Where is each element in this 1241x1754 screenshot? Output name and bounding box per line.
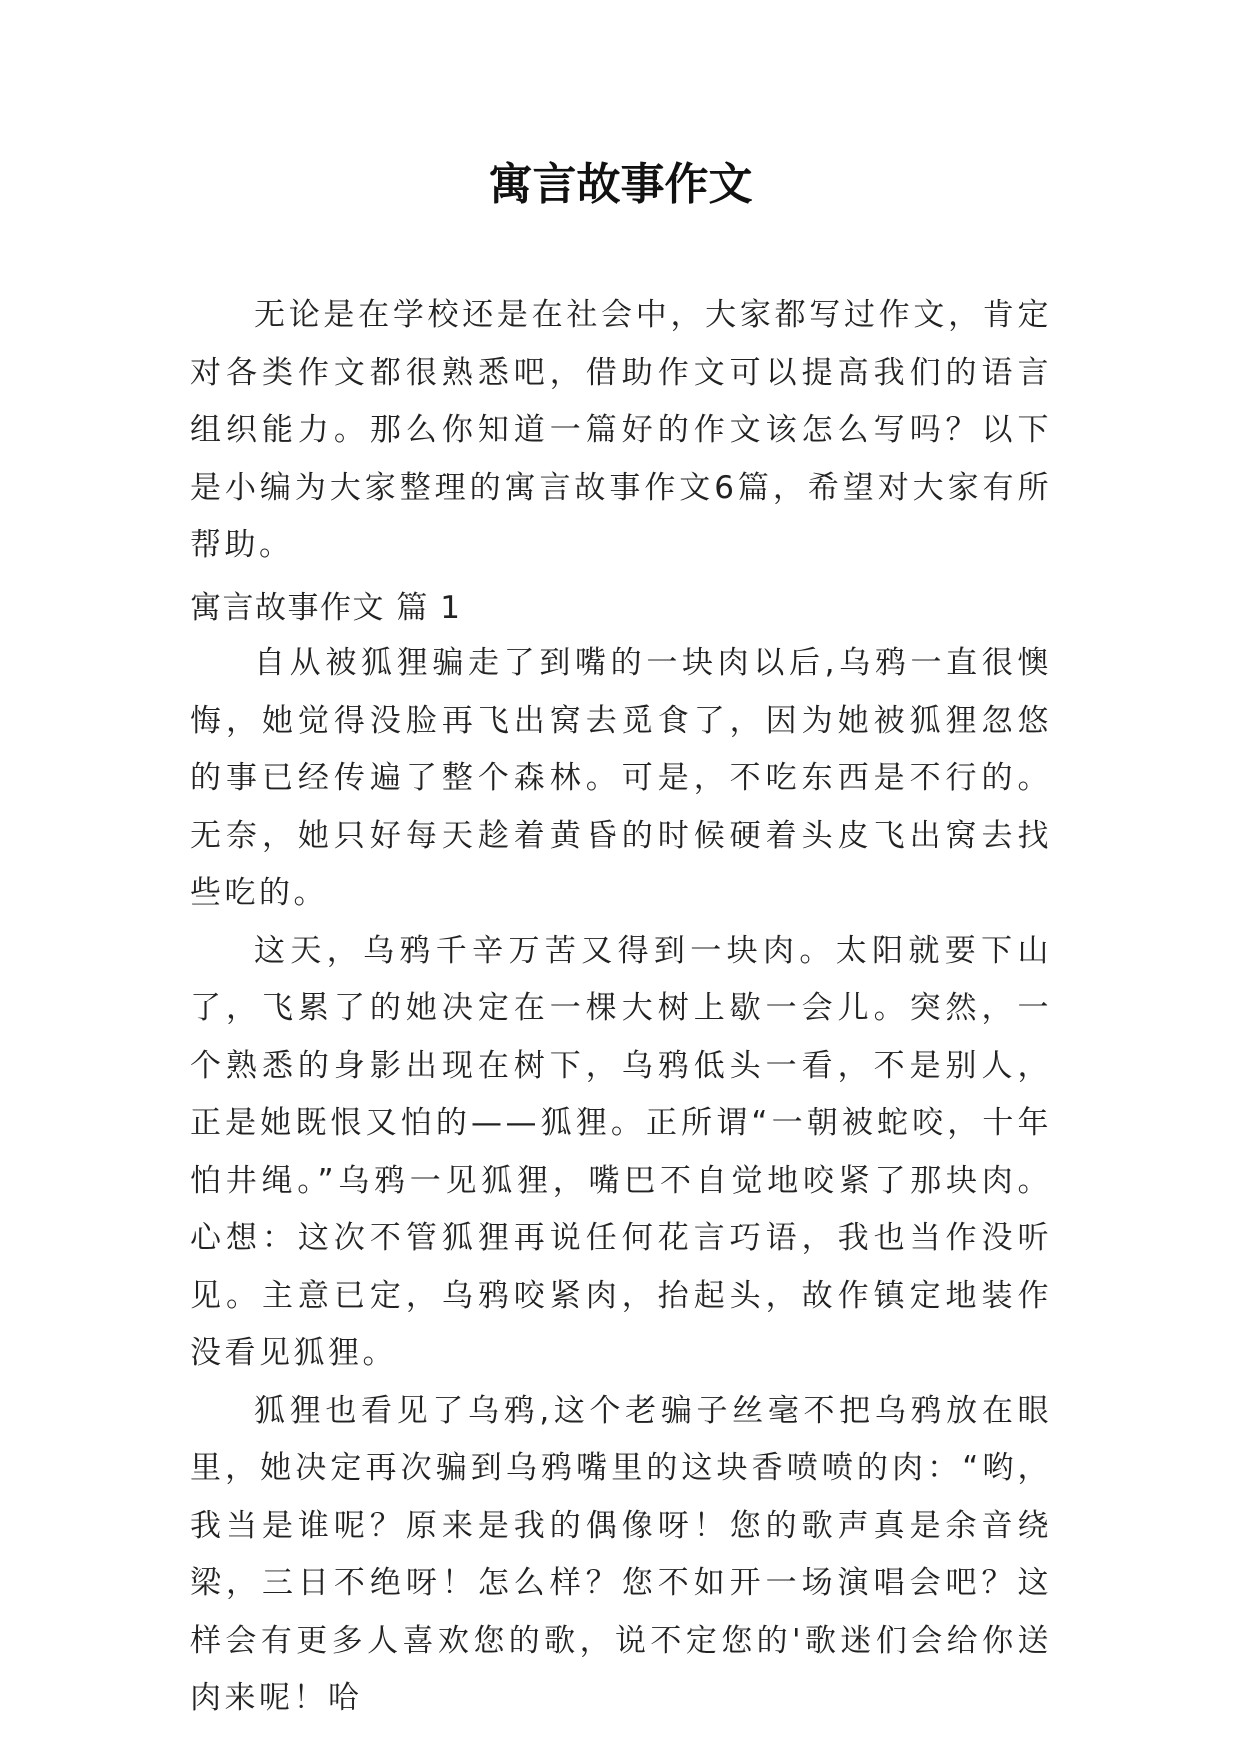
document-title: 寓言故事作文: [488, 159, 753, 210]
story-paragraph: 狐狸也看见了乌鸦,这个老骗子丝毫不把乌鸦放在眼里，她决定再次骗到乌鸦嘴里的这块香喷喷的肉：“哟，我当是谁呢？原来是我的偶像呀！您的歌声真是余音绕梁，三日不绝呀！怎么样？您不如开一场演唱会吧？这样会有更多人喜欢您的歌，说不定您的'歌迷们会给你送肉来呢！哈: [190, 1392, 1052, 1716]
story-paragraph: 自从被狐狸骗走了到嘴的一块肉以后,乌鸦一直很懊悔，她觉得没脸再飞出窝去觅食了，因为她被狐狸忽悠的事已经传遍了整个森林。可是，不吃东西是不行的。无奈，她只好每天趁着黄昏的时候硬着头皮飞出窝去找些吃的。: [190, 645, 1052, 911]
section-heading: 寓言故事作文 篇 1: [190, 590, 462, 626]
story-paragraph: 这天，乌鸦千辛万苦又得到一块肉。太阳就要下山了，飞累了的她决定在一棵大树上歇一会儿。突然，一个熟悉的身影出现在树下，乌鸦低头一看，不是别人，正是她既恨又怕的——狐狸。正所谓“一朝被蛇咬，十年怕井绳。”乌鸦一见狐狸，嘴巴不自觉地咬紧了那块肉。心想：这次不管狐狸再说任何花言巧语，我也当作没听见。主意已定，乌鸦咬紧肉，抬起头，故作镇定地装作没看见狐狸。: [190, 932, 1052, 1371]
story-body: [190, 635, 1052, 1728]
intro-paragraph: 无论是在学校还是在社会中，大家都写过作文，肯定对各类作文都很熟悉吧，借助作文可以提高我们的语言组织能力。那么你知道一篇好的作文该怎么写吗？以下是小编为大家整理的寓言故事作文6篇，希望对大家有所帮助。: [190, 297, 1052, 563]
